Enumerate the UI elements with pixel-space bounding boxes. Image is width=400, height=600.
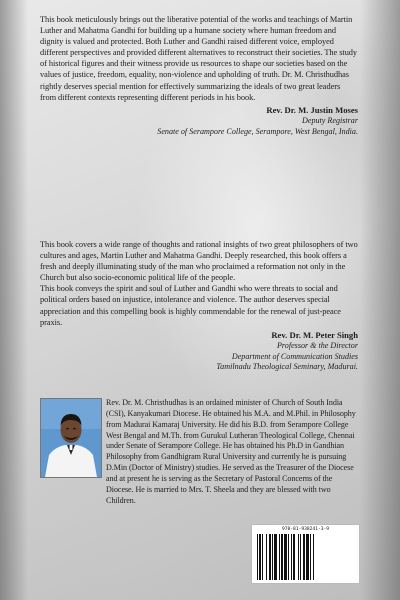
right-edge-shadow xyxy=(360,0,400,600)
author-photo xyxy=(40,398,102,478)
review-1-signature xyxy=(40,105,358,138)
isbn-barcode xyxy=(251,524,360,584)
review-2-signature xyxy=(40,330,358,373)
review-2-institution: Tamilnadu Theological Seminary, Madurai. xyxy=(216,362,358,372)
review-2-department: Department of Communication Studies xyxy=(231,351,358,361)
review-1-institution: Senate of Serampore College, Serampore, West Bengal, India. xyxy=(157,126,358,136)
left-edge-shadow xyxy=(0,0,28,600)
author-portrait-icon xyxy=(41,399,101,477)
review-2-text-1: This book covers a wide range of thoughts and rational insights of two great philosophers of two cultures and ages, Martin Luther and Mahatma Gandhi. Deeply researched, this book offers a fresh and deeply illuminating study of the man who proclaimed a reformation not only in the Church but also socio-economic political life of the people. xyxy=(40,240,358,283)
review-1 xyxy=(40,14,358,137)
review-1-text: This book meticulously brings out the liberative potential of the works and teachings of Martin Luther and Mahatma Gandhi for building up a humane society where human freedom and dignity is valued and protected. Both Luther and Gandhi raised different voice, employed different perspectives and provided different alternatives to reconstruct their societies. The study of historical figures and their witness provide us resources to shape our societies based on the values of justice, freedom, equality, non-violence and upholding of truth. Dr. M. Christhudhas rightly deserves special mention for effectively summarizing the ideals of two great leaders from different contexts representing different periods in his book. xyxy=(40,15,358,102)
author-bio-text: Rev. Dr. M. Christhudhas is an ordained minister of Church of South India (CSI), Kanyakumari Diocese. He obtained his M.A. and M.Phil. in Philosophy from Madurai Kamaraj University. He did his B.D. from Serampore College West Bengal and M.Th. from Gurukul Lutheran Theological College, Chennai under Senate of Serampore College. He has obtained his Ph.D in Gandhian Philosophy from Gandhigram Rural University and currently he is pursuing D.Min (Doctor of Ministry) studies. He served as the Treasurer of the Diocese and at present he is serving as the Secretary of Pastoral Concerns of the Diocese. He is married to Mrs. T. Sheela and they are blessed with two Children. xyxy=(106,398,356,505)
review-2-name: Rev. Dr. M. Peter Singh xyxy=(271,329,358,340)
barcode-bars xyxy=(257,534,354,580)
review-2-role: Professor & the Director xyxy=(276,341,358,351)
review-1-name: Rev. Dr. M. Justin Moses xyxy=(266,104,358,115)
review-1-role: Deputy Registrar xyxy=(302,116,358,126)
review-2-text-2: This book conveys the spirit and soul of Luther and Gandhi who were threats to social and political orders based on injustice, intolerance and violence. The author deserves special appreciation and this compelling book is highly commendable for the renewal of just-peace praxis. xyxy=(40,284,341,327)
review-2 xyxy=(40,239,358,373)
isbn-number: 978-81-938241-3-9 xyxy=(281,527,330,532)
author-bio xyxy=(106,398,358,506)
